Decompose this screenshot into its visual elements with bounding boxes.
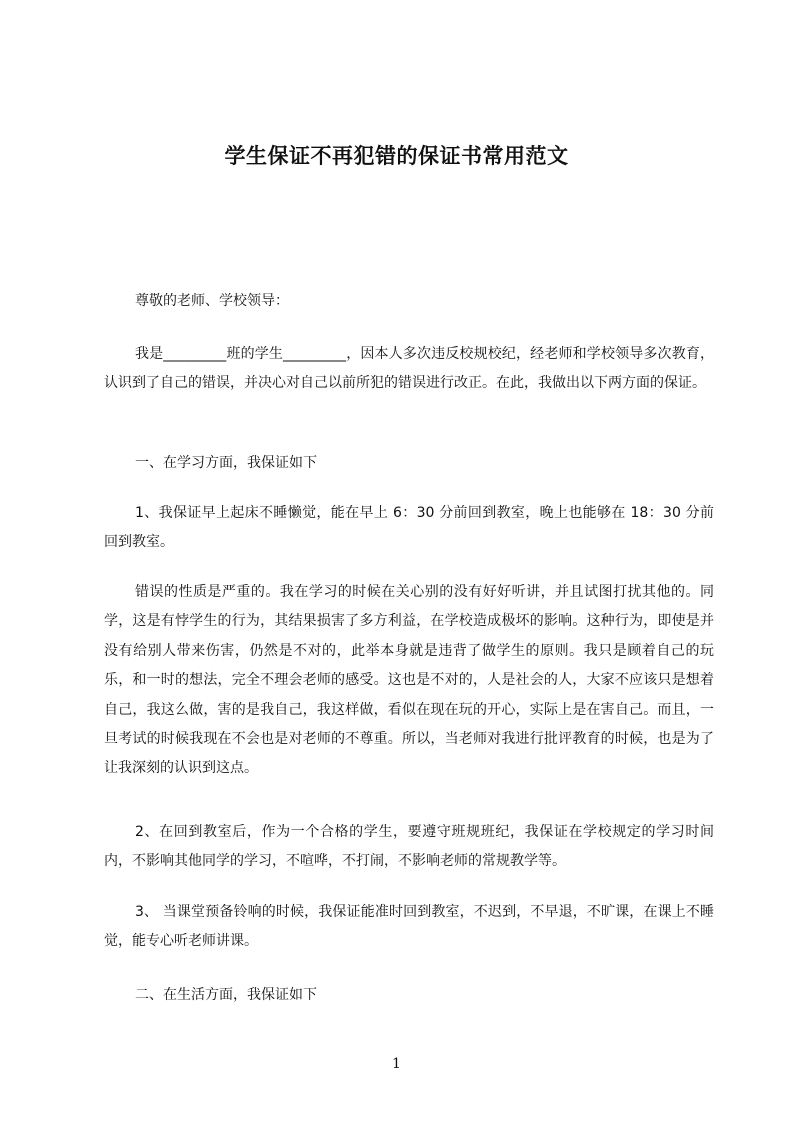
study-item-2: 2、在回到教室后，作为一个合格的学生，要遵守班规班纪，我保证在学校规定的学习时间内，不影响其他同学的学习，不喧哗，不打闹，不影响老师的常规教学等。 — [104, 824, 714, 870]
reflection-paragraph: 错误的性质是严重的。我在学习的时候在关心别的没有好好听讲，并且试图打扰其他的。同学，这是有悖学生的行为，其结果损害了多方利益，在学校造成极坏的影响。这种行为，即使是并没有给别人带来伤害，仍然是不对的，此举本身就是违背了做学生的原则。我只是顾着自己的玩乐，和一时的想法，完全不理会老师的感受。这也是不对的，人是社会的人，大家不应该只是想着自己，我这么做，害的是我自己，我这样做，看似在现在玩的开心，实际上是在害自己。而且，一旦考试的时候我现在不会也是对老师的不尊重。所以，当老师对我进行批评教育的时候，也是为了让我深刻的认识到这点。 — [104, 584, 714, 777]
document-title: 学生保证不再犯错的保证书常用范文 — [224, 144, 569, 168]
study-item-1: 1、我保证早上起床不睡懒觉，能在早上 6：30 分前回到教室，晚上也能够在 18：30 分前回到教室。 — [104, 505, 714, 551]
study-item-3: 3、 当课堂预备铃响的时候，我保证能准时回到教室，不迟到，不早退，不旷课，在课上不睡觉，能专心听老师讲课。 — [104, 904, 714, 950]
intro-paragraph: 我是_________班的学生_________，因本人多次违反校规校纪，经老师和学校领导多次教育，认识到了自己的错误，并决心对自己以前所犯的错误进行改正。在此，我做出以下两方面的保证。 — [104, 346, 714, 392]
salutation: 尊敬的老师、学校领导： — [135, 293, 289, 309]
study-section-heading: 一、在学习方面，我保证如下 — [135, 455, 317, 471]
page-number: 1 — [392, 1056, 401, 1072]
life-section-heading: 二、在生活方面，我保证如下 — [135, 987, 317, 1003]
